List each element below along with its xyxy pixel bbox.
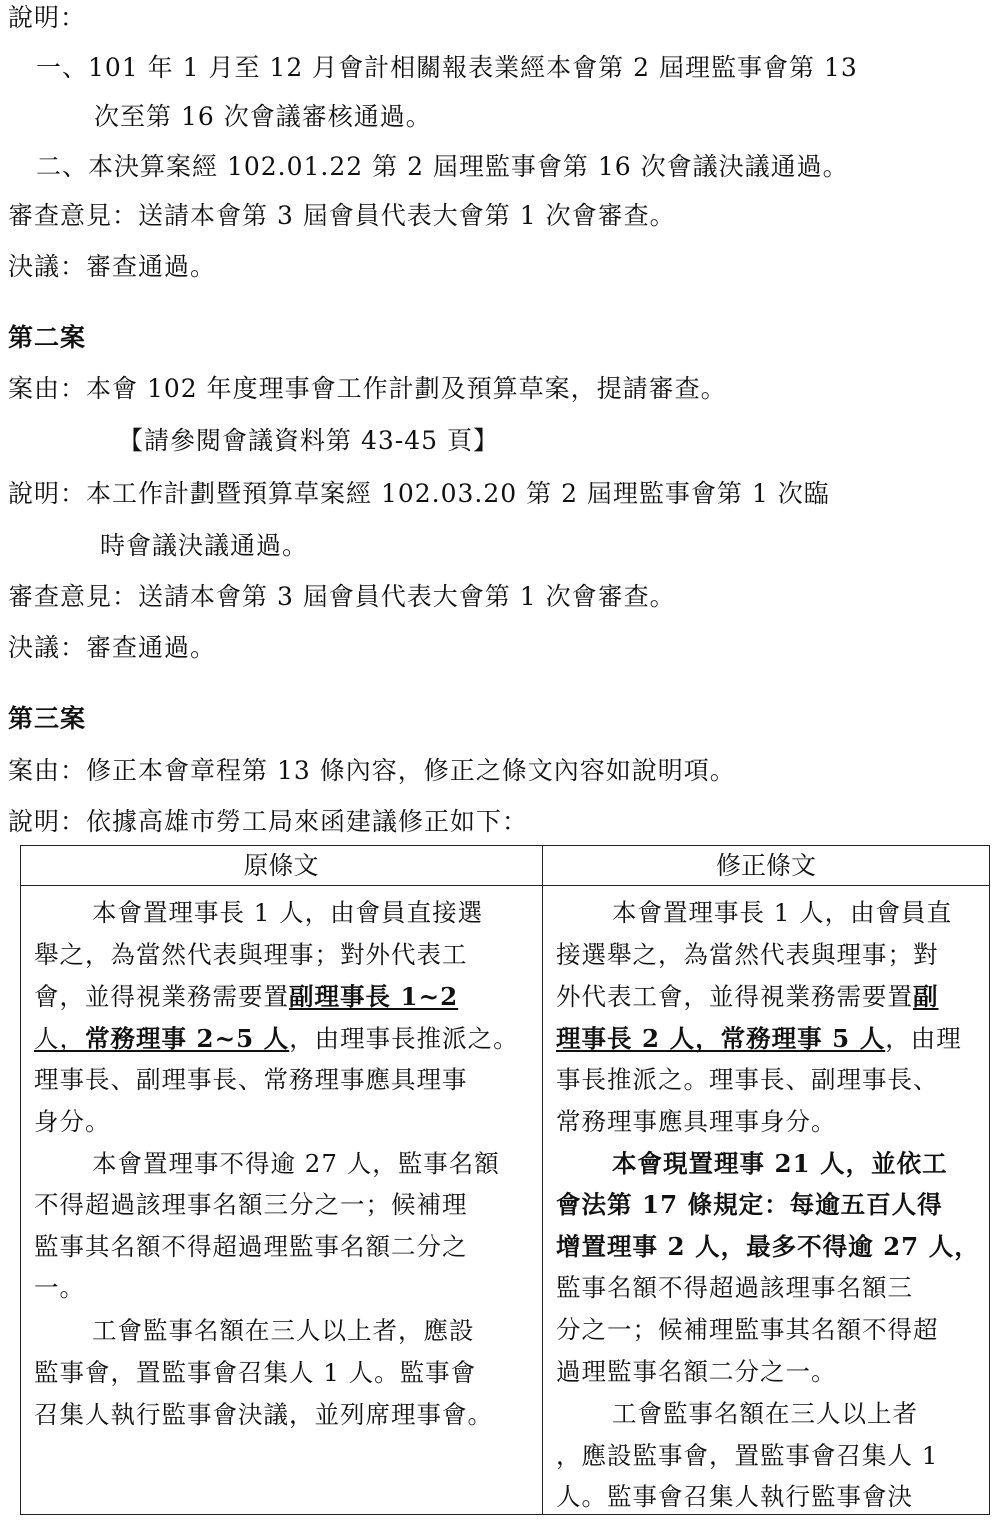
- revised-text-line: 本會現置理事 21 人，並依工: [612, 1149, 948, 1178]
- revised-text-line: 監事名額不得超過該理事名額三: [556, 1273, 913, 1302]
- case-2-reference: 【請參閱會議資料第 43-45 頁】: [118, 426, 499, 455]
- explanation-item-1-line-1: 一、101 年 1 月至 12 月會計相關報表業經本會第 2 屆理監事會第 13: [36, 53, 858, 82]
- case-2-description-line-1: 說明：本工作計劃暨預算草案經 102.03.20 第 2 屆理監事會第 1 次臨: [8, 479, 830, 508]
- case-2-title: 第二案: [8, 323, 87, 352]
- original-text-line: 身分。: [34, 1107, 111, 1136]
- original-text-line: 本會置理事不得逾 27 人，監事名額: [92, 1149, 500, 1178]
- revised-text-line: 理事長 2 人，常務理事 5 人，由理: [556, 1024, 962, 1053]
- original-text-line: 一。: [34, 1273, 85, 1302]
- revised-text-line: 人。監事會召集人執行監事會決: [556, 1482, 913, 1511]
- revised-text-line: 工會監事名額在三人以上者: [612, 1399, 918, 1428]
- highlight-vice-chairman: 副理事長 1~2: [289, 982, 459, 1011]
- revised-text-line: 事長推派之。理事長、副理事長、: [556, 1065, 939, 1094]
- original-text-line: 監事會，置監事會召集人 1 人。監事會: [34, 1358, 477, 1387]
- original-text-line: 不得超過該理事名額三分之一；候補理: [34, 1190, 468, 1219]
- original-text-line: 人，常務理事 2~5 人，由理事長推派之。: [34, 1024, 519, 1053]
- original-text-line: 本會置理事長 1 人，由會員直接選: [92, 898, 484, 927]
- revised-text-line: 會法第 17 條規定：每逾五百人得: [556, 1190, 943, 1219]
- review-opinion: 審查意見：送請本會第 3 屆會員代表大會第 1 次會審查。: [8, 201, 676, 230]
- case-3-description: 說明：依據高雄市勞工局來函建議修正如下：: [8, 807, 529, 836]
- original-text-line: 工會監事名額在三人以上者，應設: [92, 1316, 475, 1345]
- case-2-resolution: 決議：審查通過。: [8, 633, 217, 662]
- revised-text-line: 常務理事應具理事身分。: [556, 1107, 837, 1136]
- revised-text-line: 本會置理事長 1 人，由會員直: [612, 898, 953, 927]
- revised-text-line: 過理監事名額二分之一。: [556, 1357, 837, 1386]
- case-2-description-line-2: 時會議決議通過。: [100, 531, 309, 560]
- section-heading-explanation: 說明：: [8, 3, 87, 32]
- column-header-revised: 修正條文: [715, 851, 816, 880]
- original-text-line: 舉之，為當然代表與理事；對外代表工: [34, 940, 468, 969]
- explanation-item-2: 二、本決算案經 102.01.22 第 2 屆理監事會第 16 次會議決議通過。: [36, 152, 849, 181]
- highlight-revised-officers: 理事長 2 人，常務理事 5 人: [556, 1024, 886, 1053]
- revised-text-line: 外代表工會，並得視業務需要置副: [556, 982, 939, 1011]
- case-2-reason: 案由：本會 102 年度理事會工作計劃及預算草案，提請審查。: [8, 374, 727, 403]
- original-text-line: 理事長、副理事長、常務理事應具理事: [34, 1065, 468, 1094]
- revised-text-line: 分之一；候補理監事其名額不得超: [556, 1315, 939, 1344]
- header-divider: [20, 885, 990, 886]
- revised-text-line: 接選舉之，為當然代表與理事；對: [556, 940, 939, 969]
- original-text-line: 會，並得視業務需要置副理事長 1~2: [34, 982, 459, 1011]
- case-3-title: 第三案: [8, 704, 87, 733]
- original-text-line: 召集人執行監事會決議，並列席理事會。: [34, 1400, 493, 1429]
- revised-text-line: 增置理事 2 人，最多不得逾 27 人，: [556, 1232, 980, 1261]
- case-3-reason: 案由：修正本會章程第 13 條內容，修正之條文內容如說明項。: [8, 756, 736, 785]
- case-2-review-opinion: 審查意見：送請本會第 3 屆會員代表大會第 1 次會審查。: [8, 582, 676, 611]
- highlight-executive-directors: 常務理事 2~5 人: [85, 1024, 290, 1053]
- column-header-original: 原條文: [243, 851, 319, 880]
- explanation-item-1-line-2: 次至第 16 次會議審核通過。: [94, 102, 432, 131]
- column-divider: [542, 845, 543, 1515]
- resolution: 決議：審查通過。: [8, 252, 217, 281]
- original-text-line: 監事其名額不得超過理監事名額二分之: [34, 1232, 468, 1261]
- revised-text-line: ，應設監事會，置監事會召集人 1: [556, 1441, 939, 1470]
